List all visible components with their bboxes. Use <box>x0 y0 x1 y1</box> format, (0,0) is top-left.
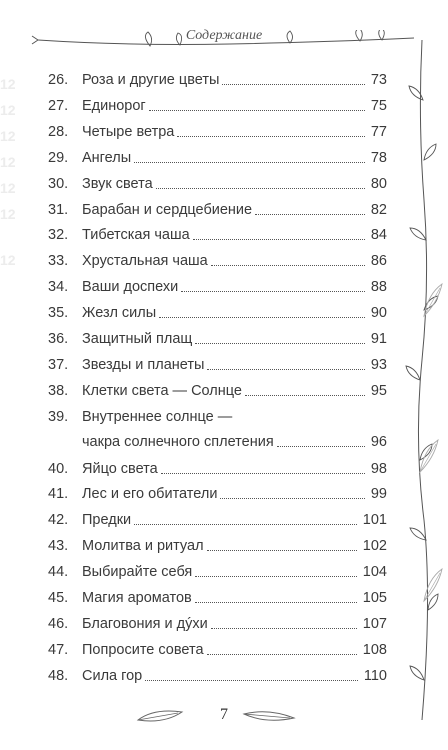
dot-leader <box>149 110 365 111</box>
toc-entry-page: 104 <box>362 564 387 581</box>
dot-leader <box>220 498 364 499</box>
toc-entry-title: Предки <box>82 512 132 529</box>
toc-entry-page: 107 <box>362 615 387 632</box>
toc-entry-page: 88 <box>370 279 387 296</box>
toc-entry-number: 43. <box>48 538 69 555</box>
toc-entry-number: 27. <box>48 97 69 114</box>
toc-entry-number: 35. <box>48 305 69 322</box>
toc-entry-title: Барабан и сердцебиение <box>82 201 253 218</box>
dot-leader <box>211 628 357 629</box>
bleed-through-mark: 12 <box>0 128 16 144</box>
toc-entry-number: 37. <box>48 356 69 373</box>
vine-ornament-top <box>30 30 422 60</box>
toc-entry-title: Лес и его обитатели <box>82 486 218 503</box>
toc-entry-page: 110 <box>363 667 387 684</box>
toc-entry-number: 46. <box>48 615 69 632</box>
toc-entry-number: 44. <box>48 564 69 581</box>
toc-entry-page: 96 <box>370 433 387 450</box>
toc-entry-number: 33. <box>48 253 69 270</box>
vine-ornament-right <box>404 40 440 720</box>
toc-entry-title: Молитва и ритуал <box>82 538 204 555</box>
toc-entry-page: 84 <box>370 227 387 244</box>
toc-entry-title: Ангелы <box>82 149 132 166</box>
toc-entry-number: 34. <box>48 279 69 296</box>
bleed-through-mark: 12 <box>0 102 16 118</box>
toc-entry-page: 101 <box>362 512 387 529</box>
toc-entry-title: Попросите совета <box>82 641 204 658</box>
page-number: 7 <box>220 706 228 723</box>
toc-entry-number: 48. <box>48 667 69 684</box>
toc-entry-title: Защитный плащ <box>82 331 193 347</box>
toc-entry-page: 75 <box>370 97 387 114</box>
toc-entry-number: 36. <box>48 331 69 347</box>
toc-entry-title: Звук света <box>82 175 153 192</box>
toc-entry-title: Внутреннее солнце — <box>82 408 233 425</box>
toc-entry-title: Благовония и дýхи <box>82 615 208 632</box>
bleed-through-mark: 12 <box>0 252 16 268</box>
toc-entry-title-continued: чакра солнечного сплетения <box>82 433 274 450</box>
toc-entry-number: 28. <box>48 123 69 140</box>
toc-entry-title: Хрустальная чаша <box>82 253 208 270</box>
toc-entry-title: Тибетская чаша <box>82 227 190 244</box>
toc-entry-title: Сила гор <box>82 667 143 684</box>
toc-entry-number: 38. <box>48 382 69 399</box>
toc-entry-title: Клетки света — Солнце <box>82 382 242 399</box>
toc-entry-page: 99 <box>370 486 387 503</box>
dot-leader <box>195 576 357 577</box>
toc-entry-page: 78 <box>370 149 387 166</box>
toc-entry-page: 108 <box>362 641 387 658</box>
dot-leader <box>134 162 365 163</box>
dot-leader <box>177 136 364 137</box>
dot-leader <box>211 265 365 266</box>
dot-leader <box>193 239 365 240</box>
dot-leader <box>207 654 357 655</box>
toc-entry-page: 93 <box>370 356 387 373</box>
toc-entry-number: 39. <box>48 408 69 425</box>
bleed-through-mark: 12 <box>0 76 16 92</box>
toc-entry-page: 80 <box>370 175 387 192</box>
dot-leader <box>245 395 365 396</box>
dot-leader <box>156 188 365 189</box>
toc-entry-page: 102 <box>362 538 387 555</box>
toc-entry-title: Ваши доспехи <box>82 279 179 296</box>
dot-leader <box>195 343 365 344</box>
dot-leader <box>255 214 365 215</box>
toc-entry-page: 86 <box>370 253 387 270</box>
toc-entry-page: 90 <box>370 305 387 322</box>
feather-icon <box>416 436 442 476</box>
dot-leader <box>161 473 365 474</box>
dot-leader <box>134 524 357 525</box>
dot-leader <box>277 446 365 447</box>
toc-entry-title: Выбирайте себя <box>82 564 193 581</box>
toc-entry-title: Единорог <box>82 97 146 114</box>
toc-entry-number: 41. <box>48 486 69 503</box>
bleed-through-mark: 12 <box>0 180 16 196</box>
feather-icon <box>420 280 446 320</box>
toc-entry-title: Яйцо света <box>82 460 158 477</box>
toc-entry-title: Роза и другие цветы <box>82 72 220 88</box>
toc-entry-page: 98 <box>370 460 387 477</box>
toc-entry-page: 91 <box>370 331 387 347</box>
toc-entry-number: 26. <box>48 72 69 88</box>
toc-entry-number: 32. <box>48 227 69 244</box>
toc-entry-page: 73 <box>370 72 387 88</box>
toc-entry-page: 105 <box>362 590 387 606</box>
toc-entry-number: 30. <box>48 175 69 192</box>
dot-leader <box>207 550 357 551</box>
toc-entry-number: 29. <box>48 149 69 166</box>
bleed-through-mark: 12 <box>0 206 16 222</box>
dot-leader <box>181 291 365 292</box>
dot-leader <box>222 84 364 85</box>
toc-entry-page: 82 <box>370 201 387 218</box>
toc-entry-number: 40. <box>48 460 69 477</box>
feather-icon <box>240 706 298 726</box>
toc-entry-page: 77 <box>370 123 387 140</box>
feather-icon <box>420 565 446 605</box>
toc-entry-number: 31. <box>48 201 69 218</box>
toc-entry-number: 45. <box>48 590 69 606</box>
dot-leader <box>145 680 358 681</box>
toc-entry-title: Четыре ветра <box>82 123 175 140</box>
toc-entry-title: Звезды и планеты <box>82 356 205 373</box>
bleed-through-mark: 12 <box>0 154 16 170</box>
running-header: Содержание <box>185 28 263 43</box>
toc-entry-page: 95 <box>370 382 387 399</box>
dot-leader <box>195 602 357 603</box>
toc-entry-number: 47. <box>48 641 69 658</box>
dot-leader <box>159 317 365 318</box>
toc-entry-title: Жезл силы <box>82 305 157 322</box>
dot-leader <box>207 369 364 370</box>
toc-entry-number: 42. <box>48 512 69 529</box>
toc-entry-title: Магия ароматов <box>82 590 192 606</box>
